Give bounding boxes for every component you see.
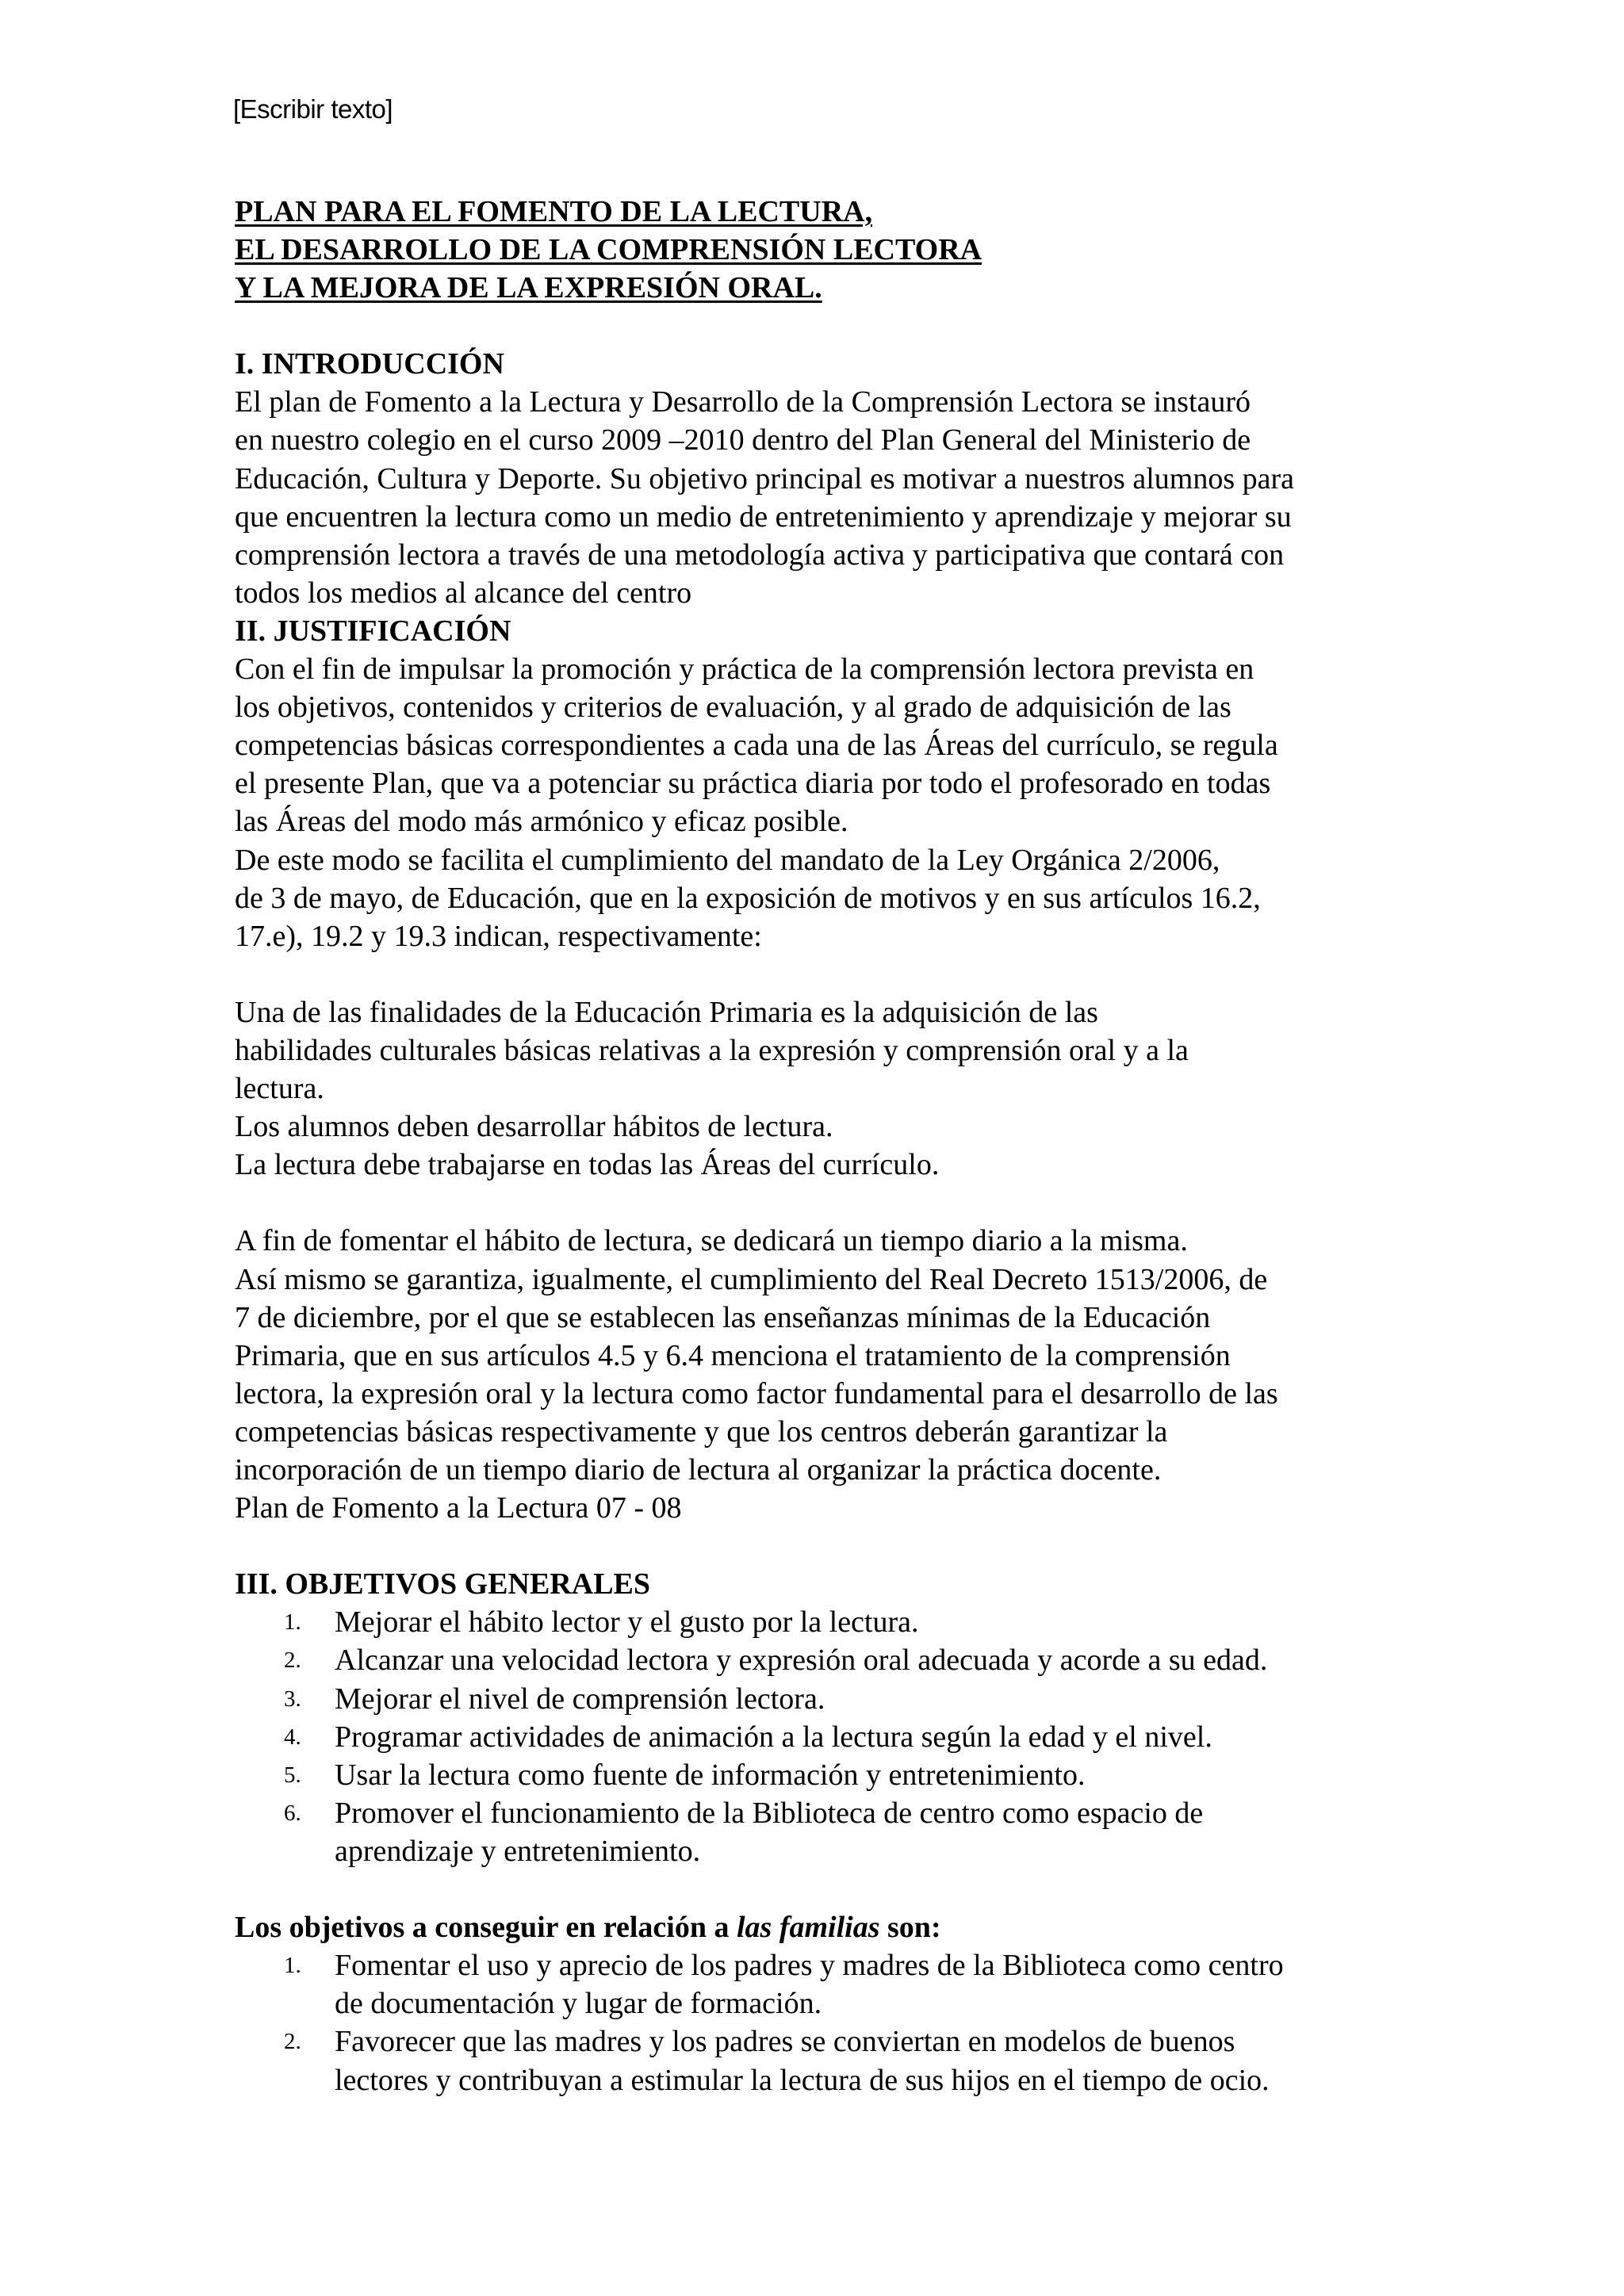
text-line: 7 de diciembre, por el que se establecen las enseñanzas mínimas de la Educación (235, 1300, 1211, 1334)
text-line: Programar actividades de animación a la lectura según la edad y el nivel. (335, 1720, 1212, 1754)
text-line: los objetivos, contenidos y criterios de evaluación, y al grado de adquisición de las (235, 691, 1231, 725)
list-item (235, 1756, 1424, 1794)
text-line: El plan de Fomento a la Lectura y Desarrollo de la Comprensión Lectora se instauró (235, 385, 1251, 419)
list-number: 4. (284, 1724, 301, 1750)
title-line: PLAN PARA EL FOMENTO DE LA LECTURA, (235, 195, 873, 228)
spacer (235, 1527, 1424, 1565)
text-line: La lectura debe trabajarse en todas las Áreas del currículo. (235, 1148, 940, 1182)
text-line: 17.e), 19.2 y 19.3 indican, respectivamente: (235, 919, 762, 953)
list-number: 1. (284, 1609, 301, 1636)
text-line: competencias básicas correspondientes a cada una de las Áreas del currículo, se regula (235, 729, 1278, 763)
text-line: que encuentren la lectura como un medio de entretenimiento y aprendizaje y mejorar su (235, 499, 1292, 534)
heading-text: son: (879, 1911, 941, 1945)
text-line: de documentación y lugar de formación. (335, 1987, 822, 2021)
text-line: Alcanzar una velocidad lectora y expresión oral adecuada y acorde a su edad. (335, 1644, 1268, 1678)
text-line: de 3 de mayo, de Educación, que en la exposición de motivos y en sus artículos 16.2, (235, 881, 1261, 915)
list-item (235, 1680, 1424, 1718)
section-heading: I. INTRODUCCIÓN (235, 347, 504, 381)
text-line: el presente Plan, que va a potenciar su práctica diaria por todo el profesorado en todas (235, 767, 1271, 801)
text-line: lectora, la expresión oral y la lectura como factor fundamental para el desarrollo de las (235, 1376, 1278, 1410)
text-line: incorporación de un tiempo diario de lectura al organizar la práctica docente. (235, 1453, 1162, 1487)
list-number: 5. (284, 1762, 301, 1788)
text-line: en nuestro colegio en el curso 2009 –2010 dentro del Plan General del Ministerio de (235, 423, 1251, 457)
list-item (235, 1603, 1424, 1641)
heading-emphasis: las familias (736, 1911, 880, 1945)
text-line: Los alumnos deben desarrollar hábitos de lectura. (235, 1110, 833, 1144)
text-line: aprendizaje y entretenimiento. (335, 1834, 701, 1868)
text-line: lectores y contribuyan a estimular la lectura de sus hijos en el tiempo de ocio. (335, 2063, 1270, 2097)
text-line: comprensión lectora a través de una metodología activa y participativa que contará con (235, 538, 1285, 572)
list-item (235, 2022, 1424, 2099)
heading-text: Los objetivos a conseguir en relación a (235, 1911, 737, 1945)
spacer (235, 955, 1424, 993)
text-line: Mejorar el hábito lector y el gusto por la lectura. (335, 1605, 919, 1640)
document-body (235, 193, 1424, 2099)
page-header-placeholder: [Escribir texto] (233, 94, 393, 124)
list-number: 2. (284, 1647, 301, 1674)
list-number: 2. (284, 2029, 301, 2055)
list-item (235, 1946, 1424, 2022)
section-objetivos-familias (235, 1908, 1424, 2099)
text-line: competencias básicas respectivamente y que los centros deberán garantizar la (235, 1414, 1168, 1448)
text-line: las Áreas del modo más armónico y eficaz posible. (235, 805, 848, 839)
text-line: Una de las finalidades de la Educación Primaria es la adquisición de las (235, 995, 1098, 1029)
text-line: Primaria, que en sus artículos 4.5 y 6.4 menciona el tratamiento de la comprensión (235, 1338, 1231, 1372)
list-item (235, 1718, 1424, 1756)
spacer (235, 1870, 1424, 1908)
text-line: Con el fin de impulsar la promoción y práctica de la comprensión lectora prevista en (235, 652, 1254, 687)
section-heading (235, 1908, 1424, 1946)
document-title (235, 193, 1424, 307)
paragraph (235, 650, 1424, 955)
text-line: Así mismo se garantiza, igualmente, el cumplimiento del Real Decreto 1513/2006, de (235, 1262, 1268, 1296)
list-number: 3. (284, 1686, 301, 1712)
text-line: todos los medios al alcance del centro (235, 576, 692, 610)
title-line: Y LA MEJORA DE LA EXPRESIÓN ORAL. (235, 271, 822, 305)
title-line: EL DESARROLLO DE LA COMPRENSIÓN LECTORA (235, 233, 982, 267)
paragraph (235, 1222, 1424, 1527)
text-line: Fomentar el uso y aprecio de los padres y madres de la Biblioteca como centro (335, 1949, 1284, 1983)
text-line: Plan de Fomento a la Lectura 07 - 08 (235, 1491, 682, 1525)
text-line: Usar la lectura como fuente de información y entretenimiento. (335, 1758, 1086, 1792)
text-line: Favorecer que las madres y los padres se conviertan en modelos de buenos (335, 2025, 1235, 2059)
section-objetivos-generales (235, 1565, 1424, 1870)
text-line: Promover el funcionamiento de la Biblioteca de centro como espacio de (335, 1796, 1204, 1830)
objectives-list (235, 1603, 1424, 1870)
objectives-list (235, 1946, 1424, 2099)
text-line: Educación, Cultura y Deporte. Su objetivo principal es motivar a nuestros alumnos para (235, 461, 1294, 496)
text-line: habilidades culturales básicas relativas a la expresión y comprensión oral y a la (235, 1033, 1189, 1067)
text-line: Mejorar el nivel de comprensión lectora. (335, 1682, 825, 1716)
text-line: A fin de fomentar el hábito de lectura, se dedicará un tiempo diario a la misma. (235, 1224, 1188, 1258)
paragraph (235, 383, 1424, 612)
list-item (235, 1794, 1424, 1870)
spacer (235, 1184, 1424, 1222)
section-introduccion (235, 345, 1424, 612)
paragraph (235, 993, 1424, 1184)
text-line: De este modo se facilita el cumplimiento del mandato de la Ley Orgánica 2/2006, (235, 843, 1220, 877)
text-line: lectura. (235, 1072, 324, 1106)
section-heading: III. OBJETIVOS GENERALES (235, 1567, 651, 1601)
list-item (235, 1641, 1424, 1679)
section-justificacion (235, 612, 1424, 1527)
list-number: 6. (284, 1800, 301, 1826)
list-number: 1. (284, 1953, 301, 1979)
section-heading: II. JUSTIFICACIÓN (235, 614, 511, 648)
